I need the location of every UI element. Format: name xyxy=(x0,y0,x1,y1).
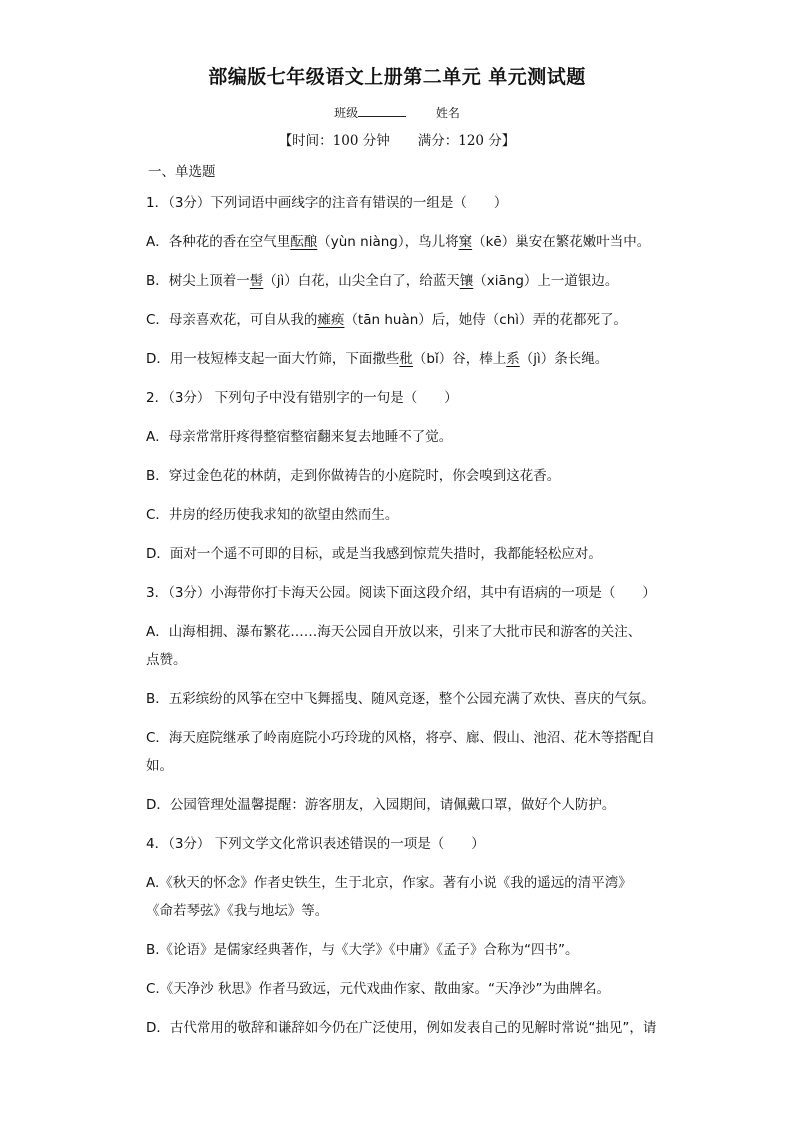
question-1-stem: 1．（3分）下列词语中画线字的注音有错误的一组是（ ） xyxy=(146,195,508,211)
question-4-option-b: B.《论语》是儒家经典著作，与《大学》《中庸》《孟子》合称为“四书”。 xyxy=(146,942,579,958)
question-3-option-c-cont: 如。 xyxy=(146,758,173,774)
question-1-option-d: D．用一枝短棒支起一面大竹筛，下面撒些秕（bǐ）谷，棒上系（jì）条长绳。 xyxy=(146,351,609,367)
question-1-option-c: C．母亲喜欢花，可自从我的瘫痪（tān huàn）后，她侍（chì）弄的花都死了。 xyxy=(146,312,628,328)
question-2-option-d: D．面对一个遥不可即的目标，或是当我感到惊荒失措时，我都能轻松应对。 xyxy=(146,546,602,562)
question-2-option-b: B．穿过金色花的林荫，走到你做祷告的小庭院时，你会嗅到这花香。 xyxy=(146,468,561,484)
question-1-option-b: B．树尖上顶着一髻（jì）白花，山尖全白了，给蓝天镶（xiāng）上一道银边。 xyxy=(146,273,619,289)
page-title: 部编版七年级语文上册第二单元 单元测试题 xyxy=(208,66,586,88)
exam-time-score xyxy=(0,129,794,149)
question-2-stem: 2．（3分） 下列句子中没有错别字的一句是（ ） xyxy=(146,390,458,406)
question-2-option-a: A．母亲常常肝疼得整宿整宿翻来复去地睡不了觉。 xyxy=(146,429,453,445)
question-3-option-a-cont: 点赞。 xyxy=(146,652,187,668)
student-info-line xyxy=(0,104,794,121)
question-3-option-c: C．海天庭院继承了岭南庭院小巧玲珑的风格，将亭、廊、假山、池沼、花木等搭配自 xyxy=(146,730,655,746)
question-4-stem: 4．（3分） 下列文学文化常识表述错误的一项是（ ） xyxy=(146,836,485,852)
question-2-option-c: C．井房的经历使我求知的欲望由然而生。 xyxy=(146,507,399,523)
question-4-option-d: D．古代常用的敬辞和谦辞如今仍在广泛使用，例如发表自己的见解时常说“拙见”，请 xyxy=(146,1020,657,1036)
question-3-option-b: B．五彩缤纷的风筝在空中飞舞摇曳、随风竞逐，整个公园充满了欢快、喜庆的气氛。 xyxy=(146,691,655,707)
question-3-stem: 3．（3分）小海带你打卡海天公园。阅读下面这段介绍，其中有语病的一项是（ ） xyxy=(146,585,656,601)
question-4-option-c: C.《天净沙 秋思》作者马致远，元代戏曲作家、散曲家。“天净沙”为曲牌名。 xyxy=(146,981,610,997)
section-heading: 一、单选题 xyxy=(148,164,216,180)
question-3-option-d: D．公园管理处温馨提醒：游客朋友，入园期间，请佩戴口罩，做好个人防护。 xyxy=(146,797,616,813)
question-list xyxy=(146,189,686,1053)
class-label: 班级 xyxy=(334,106,359,120)
question-3-option-a: A．山海相拥、瀑布繁花……海天公园自开放以来，引来了大批市民和游客的关注、 xyxy=(146,624,642,640)
question-4-option-a-cont: 《命若琴弦》《我与地坛》等。 xyxy=(146,903,329,919)
time-label: 【时间：100 分钟 xyxy=(278,133,390,149)
class-blank xyxy=(358,105,406,117)
score-label: 满分：120 分】 xyxy=(417,133,516,149)
question-4-option-a: A.《秋天的怀念》作者史铁生，生于北京，作家。著有小说《我的遥远的清平湾》 xyxy=(146,875,632,891)
question-1-option-a: A．各种花的香在空气里酝酿（yùn niàng），鸟儿将窠（kē）巢安在繁花嫩叶当中。 xyxy=(146,234,651,250)
name-label: 姓名 xyxy=(435,106,460,120)
